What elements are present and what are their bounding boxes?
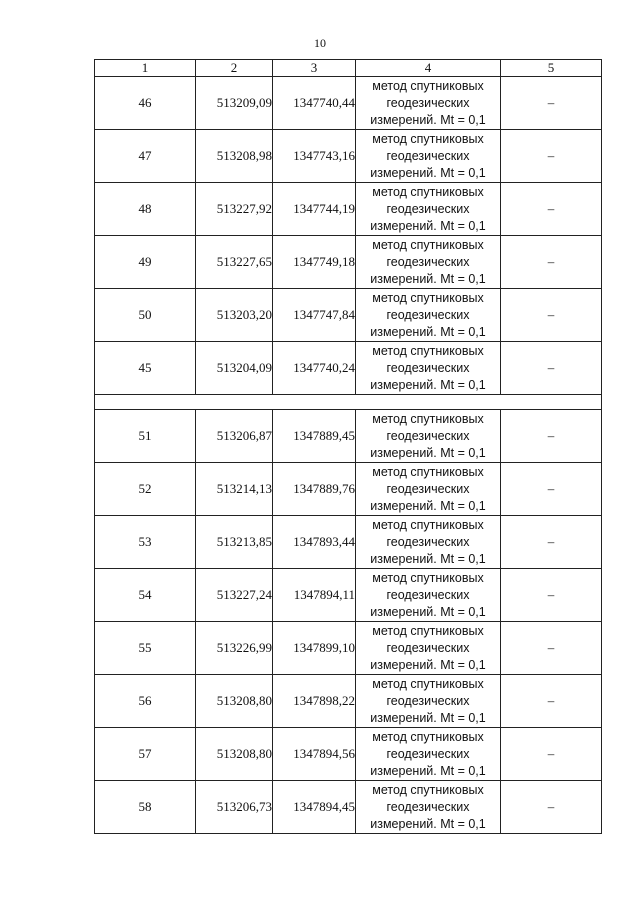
table-row	[95, 130, 602, 183]
coordinate-x: 513227,65	[196, 236, 273, 289]
coordinate-x: 513208,80	[196, 728, 273, 781]
method-line-2: геодезических	[386, 640, 470, 655]
point-number: 51	[95, 410, 196, 463]
method-line-2: геодезических	[386, 148, 470, 163]
coordinates-table	[94, 59, 602, 834]
method-line-2: геодезических	[386, 693, 470, 708]
method-line-3: измерений. Mt = 0,1	[370, 710, 486, 725]
note-cell: –	[501, 236, 602, 289]
coordinate-x: 513226,99	[196, 622, 273, 675]
method-line-1: метод спутниковых	[372, 464, 484, 479]
method-line-1: метод спутниковых	[372, 290, 484, 305]
point-number: 50	[95, 289, 196, 342]
method-line-1: метод спутниковых	[372, 570, 484, 585]
coordinate-y: 1347898,22	[273, 675, 356, 728]
point-number: 48	[95, 183, 196, 236]
column-header-3: 3	[273, 60, 356, 77]
coordinate-x: 513227,24	[196, 569, 273, 622]
point-number: 52	[95, 463, 196, 516]
method-line-1: метод спутниковых	[372, 131, 484, 146]
note-cell: –	[501, 622, 602, 675]
note-cell: –	[501, 675, 602, 728]
table-row	[95, 728, 602, 781]
point-number: 55	[95, 622, 196, 675]
point-number: 57	[95, 728, 196, 781]
method-line-1: метод спутниковых	[372, 517, 484, 532]
method-line-2: геодезических	[386, 746, 470, 761]
method-line-3: измерений. Mt = 0,1	[370, 604, 486, 619]
method-line-2: геодезических	[386, 587, 470, 602]
method-description	[356, 77, 501, 130]
method-line-1: метод спутниковых	[372, 782, 484, 797]
table-row	[95, 622, 602, 675]
method-line-3: измерений. Mt = 0,1	[370, 165, 486, 180]
coordinate-x: 513214,13	[196, 463, 273, 516]
table-row	[95, 463, 602, 516]
point-number: 58	[95, 781, 196, 834]
method-description	[356, 728, 501, 781]
point-number: 54	[95, 569, 196, 622]
point-number: 49	[95, 236, 196, 289]
coordinate-y: 1347743,16	[273, 130, 356, 183]
method-line-3: измерений. Mt = 0,1	[370, 657, 486, 672]
method-line-2: геодезических	[386, 254, 470, 269]
table-row	[95, 342, 602, 395]
coordinate-x: 513206,87	[196, 410, 273, 463]
method-description	[356, 569, 501, 622]
note-cell: –	[501, 463, 602, 516]
coordinate-x: 513206,73	[196, 781, 273, 834]
point-number: 45	[95, 342, 196, 395]
method-line-2: геодезических	[386, 95, 470, 110]
table-row	[95, 236, 602, 289]
column-header-1: 1	[95, 60, 196, 77]
method-description	[356, 342, 501, 395]
coordinate-x: 513209,09	[196, 77, 273, 130]
method-line-1: метод спутниковых	[372, 184, 484, 199]
method-line-1: метод спутниковых	[372, 676, 484, 691]
point-number: 56	[95, 675, 196, 728]
coordinate-y: 1347889,76	[273, 463, 356, 516]
method-line-1: метод спутниковых	[372, 78, 484, 93]
method-line-3: измерений. Mt = 0,1	[370, 324, 486, 339]
spacer-row	[95, 395, 602, 410]
method-line-1: метод спутниковых	[372, 237, 484, 252]
note-cell: –	[501, 516, 602, 569]
coordinate-y: 1347894,45	[273, 781, 356, 834]
method-line-2: геодезических	[386, 201, 470, 216]
note-cell: –	[501, 289, 602, 342]
method-description	[356, 516, 501, 569]
method-line-1: метод спутниковых	[372, 623, 484, 638]
column-header-5: 5	[501, 60, 602, 77]
table-row	[95, 183, 602, 236]
note-cell: –	[501, 781, 602, 834]
note-cell: –	[501, 183, 602, 236]
column-header-4: 4	[356, 60, 501, 77]
method-line-1: метод спутниковых	[372, 729, 484, 744]
table-row	[95, 675, 602, 728]
method-line-2: геодезических	[386, 534, 470, 549]
coordinate-x: 513227,92	[196, 183, 273, 236]
method-line-2: геодезических	[386, 481, 470, 496]
coordinate-y: 1347744,19	[273, 183, 356, 236]
table-row	[95, 781, 602, 834]
coordinate-y: 1347747,84	[273, 289, 356, 342]
coordinate-x: 513204,09	[196, 342, 273, 395]
method-line-2: геодезических	[386, 799, 470, 814]
table-row	[95, 77, 602, 130]
method-description	[356, 463, 501, 516]
method-description	[356, 675, 501, 728]
note-cell: –	[501, 728, 602, 781]
note-cell: –	[501, 410, 602, 463]
method-line-2: геодезических	[386, 307, 470, 322]
method-line-3: измерений. Mt = 0,1	[370, 445, 486, 460]
method-line-3: измерений. Mt = 0,1	[370, 551, 486, 566]
coordinate-y: 1347894,11	[273, 569, 356, 622]
coordinate-y: 1347899,10	[273, 622, 356, 675]
method-line-3: измерений. Mt = 0,1	[370, 271, 486, 286]
method-line-3: измерений. Mt = 0,1	[370, 816, 486, 831]
table-row	[95, 410, 602, 463]
point-number: 53	[95, 516, 196, 569]
note-cell: –	[501, 77, 602, 130]
spacer-cell	[95, 395, 602, 410]
method-description	[356, 622, 501, 675]
coordinate-y: 1347893,44	[273, 516, 356, 569]
page-number: 10	[314, 36, 326, 50]
method-line-2: геодезических	[386, 360, 470, 375]
method-description	[356, 236, 501, 289]
method-line-3: измерений. Mt = 0,1	[370, 763, 486, 778]
table-body	[95, 77, 602, 834]
method-line-3: измерений. Mt = 0,1	[370, 218, 486, 233]
column-header-2: 2	[196, 60, 273, 77]
table-row	[95, 569, 602, 622]
point-number: 47	[95, 130, 196, 183]
method-line-3: измерений. Mt = 0,1	[370, 377, 486, 392]
coordinate-y: 1347740,24	[273, 342, 356, 395]
coordinate-x: 513213,85	[196, 516, 273, 569]
method-line-1: метод спутниковых	[372, 411, 484, 426]
note-cell: –	[501, 130, 602, 183]
table-header-row	[95, 60, 602, 77]
coordinate-x: 513208,80	[196, 675, 273, 728]
method-description	[356, 781, 501, 834]
method-description	[356, 289, 501, 342]
method-line-2: геодезических	[386, 428, 470, 443]
coordinate-y: 1347894,56	[273, 728, 356, 781]
table-row	[95, 516, 602, 569]
note-cell: –	[501, 342, 602, 395]
coordinate-x: 513203,20	[196, 289, 273, 342]
method-line-3: измерений. Mt = 0,1	[370, 498, 486, 513]
coordinate-y: 1347749,18	[273, 236, 356, 289]
table-row	[95, 289, 602, 342]
coordinate-y: 1347740,44	[273, 77, 356, 130]
method-line-1: метод спутниковых	[372, 343, 484, 358]
coordinate-x: 513208,98	[196, 130, 273, 183]
method-description	[356, 130, 501, 183]
coordinate-y: 1347889,45	[273, 410, 356, 463]
method-description	[356, 183, 501, 236]
note-cell: –	[501, 569, 602, 622]
method-line-3: измерений. Mt = 0,1	[370, 112, 486, 127]
point-number: 46	[95, 77, 196, 130]
method-description	[356, 410, 501, 463]
